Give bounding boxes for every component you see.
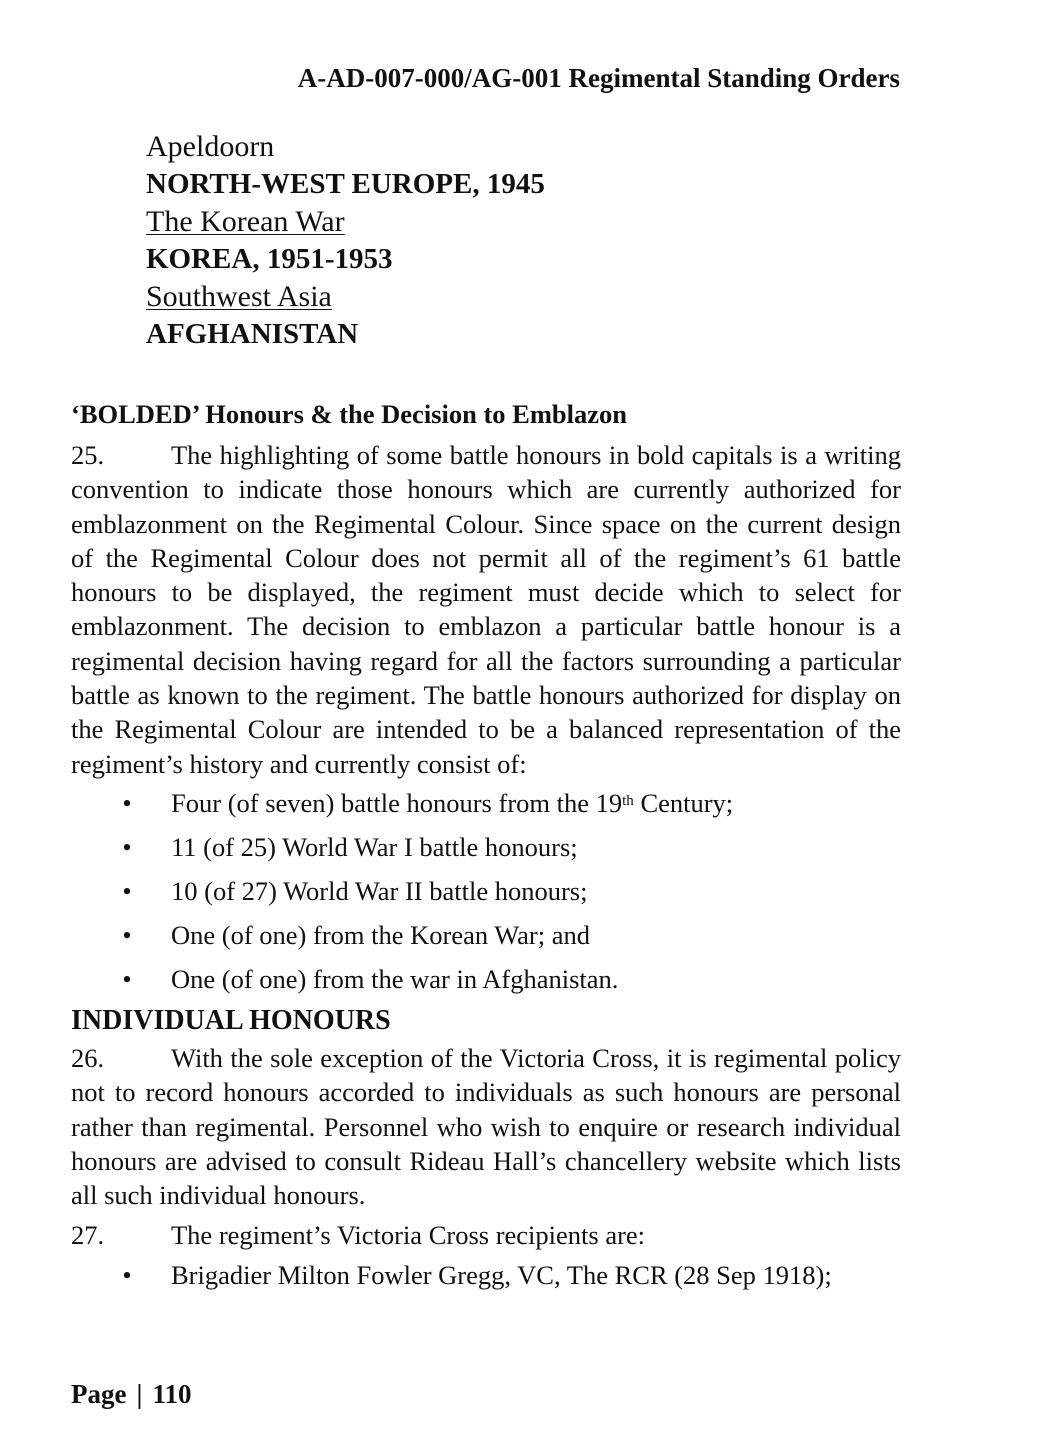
list-item [71,913,901,957]
emblazoned-honour-line: NORTH-WEST EUROPE, 1945 [146,167,545,200]
running-header: A-AD-007-000/AG-001 Regimental Standing Orders [297,63,900,93]
list-item [71,957,901,1001]
paragraph-text: The highlighting of some battle honours in bold capitals is a writing convention to indicate those honours which are currently authorized for emblazonment on the Regimental Colour. Since space on the current design of the Regimental Colour does not permit all of the regiment’s 61 battle honours to be displayed, the regiment must decide which to select for emblazonment. The decision to emblazon a particular battle honour is a regimental decision having regard for all the factors surrounding a particular battle as known to the regiment. The battle honours authorized for display on the Regimental Colour are intended to be a balanced representation of the regiment’s history and currently consist of: [71,440,901,779]
paragraph-number: 26. [71,1042,105,1073]
vc-recipients-list [71,1253,901,1297]
list-item-text: Century; [633,787,734,818]
section-heading-individual-honours: INDIVIDUAL HONOURS [71,1004,391,1036]
paragraph-number: 27. [71,1220,105,1251]
list-item-text: 10 (of 27) World War II battle honours; [171,875,588,906]
emblazoned-honours-summary [71,781,901,1001]
body-text [71,396,901,1297]
paragraph-number: 25. [71,440,105,470]
bullet-icon: • [122,963,132,994]
list-item [71,869,901,913]
battle-honours-list [146,128,906,354]
page-number: 110 [152,1379,192,1409]
list-item-text: 11 (of 25) World War I battle honours; [171,831,578,862]
bullet-icon: • [122,875,132,906]
theatre-heading: Southwest Asia [146,280,332,314]
emblazoned-honour-line: KOREA, 1951-1953 [146,242,393,275]
emblazoned-honour-line: AFGHANISTAN [146,317,359,350]
ordinal-suffix: th [622,792,634,809]
section-heading-bolded-honours: ‘BOLDED’ Honours & the Decision to Emblazon [71,399,628,429]
list-item-text: One (of one) from the Korean War; and [171,919,591,950]
paragraph-26 [71,1041,901,1212]
list-item-text: One (of one) from the war in Afghanistan. [171,963,619,994]
list-item [71,781,901,825]
page-label: Page [71,1379,127,1409]
footer-separator: | [136,1379,143,1409]
list-item-text: Brigadier Milton Fowler Gregg, VC, The RCR (28 Sep 1918); [171,1259,832,1290]
paragraph-text: With the sole exception of the Victoria Cross, it is regimental policy not to record honours accorded to individuals as such honours are personal rather than regimental. Personnel who wish to enquire or research individual honours are advised to consult Rideau Hall’s chancellery website which lists all such individual honours. [71,1042,901,1211]
list-item-text: Four (of seven) battle honours from the 19 [171,787,623,818]
page-footer [71,1376,191,1412]
bullet-icon: • [122,1259,132,1290]
paragraph-27 [71,1218,901,1252]
paragraph-text: The regiment’s Victoria Cross recipients are: [171,1220,646,1251]
list-item [71,1253,901,1297]
list-item [71,825,901,869]
theatre-heading: The Korean War [146,205,345,239]
bullet-icon: • [122,831,132,862]
bullet-icon: • [122,787,132,818]
paragraph-25 [71,438,901,781]
bullet-icon: • [122,919,132,950]
battle-honour-line: Apeldoorn [146,130,275,163]
